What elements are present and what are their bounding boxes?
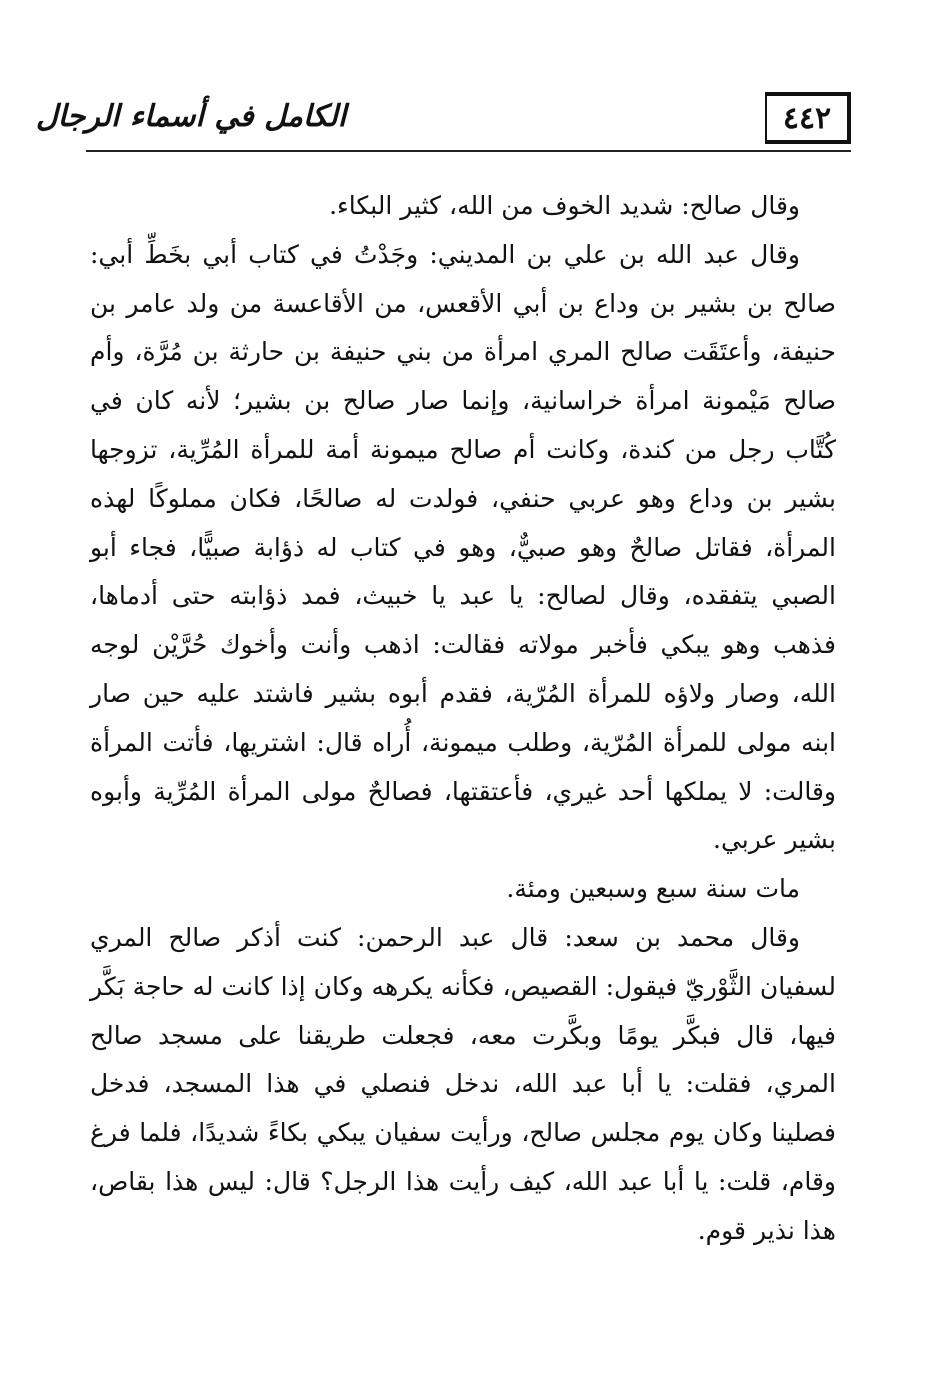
paragraph: وقال صالح: شديد الخوف من الله، كثير البكاء.	[329, 191, 800, 220]
paragraph: وقال عبد الله بن علي بن المديني: وجَدْتُ في كتاب أبي بخَطِّ أبي: صالح بن بشير بن وداع بن أبي الأقعس، من الأقاعسة من ولد عامر بن حنيفة، وأعتَقَت صالح المري امرأة من بني حنيفة بن حارثة بن مُرَّة، وأم صالح مَيْمونة امرأة خراسانية، وإنما صار صالح بن بشير؛ لأنه كان في كُتَّاب رجل من كندة، وكانت أم صالح ميمونة أمة للمرأة المُرِّية، تزوجها بشير بن وداع وهو عربي حنفي، فولدت له صالحًا، فكان مملوكًا لهذه المرأة، فقاتل صالحٌ وهو صبيٌّ، وهو في كتاب له ذؤابة صبيًّا، فجاء أبو الصبي يتفقده، وقال لصالح: يا عبد يا خبيث، فمد ذؤابته حتى أدماها، فذهب وهو يبكي فأخبر مولاته فقالت: اذهب وأنت وأخوك حُرَّيْن لوجه الله، وصار ولاؤه للمرأة المُرّية، فقدم أبوه بشير فاشتد عليه حين صار ابنه مولى للمرأة المُرّية، وطلب ميمونة، أُراه قال: اشتريها، فأتت المرأة وقالت: لا يملكها أحد غيري، فأعتقتها، فصالحٌ مولى المرأة المُرِّية وأبوه بشير عربي.	[90, 239, 836, 855]
page-header	[35, 88, 851, 150]
page-number: ٤٤٢	[765, 92, 851, 144]
body-text	[90, 182, 836, 1256]
header-divider	[86, 150, 851, 152]
paragraph: مات سنة سبع وسبعين ومئة.	[506, 874, 800, 904]
paragraph: وقال محمد بن سعد: قال عبد الرحمن: كنت أذكر صالح المري لسفيان الثَّوْريّ فيقول: القصيص، فكأنه يكرهه وكان إذا كانت له حاجة بَكَّر فيها، قال فبكَّر يومًا وبكَّرت معه، فجعلت طريقنا على مسجد صالح المري، فقلت: يا أبا عبد الله، ندخل فنصلي في هذا المسجد، فدخل فصلينا وكان يوم مجلس صالح، ورأيت سفيان يبكي بكاءً شديدًا، فلما فرغ وقام، قلت: يا أبا عبد الله، كيف رأيت هذا الرجل؟ قال: ليس هذا بقاص، هذا نذير قوم.	[90, 922, 836, 1245]
book-title: الكامل في أسماء الرجال	[35, 98, 347, 134]
